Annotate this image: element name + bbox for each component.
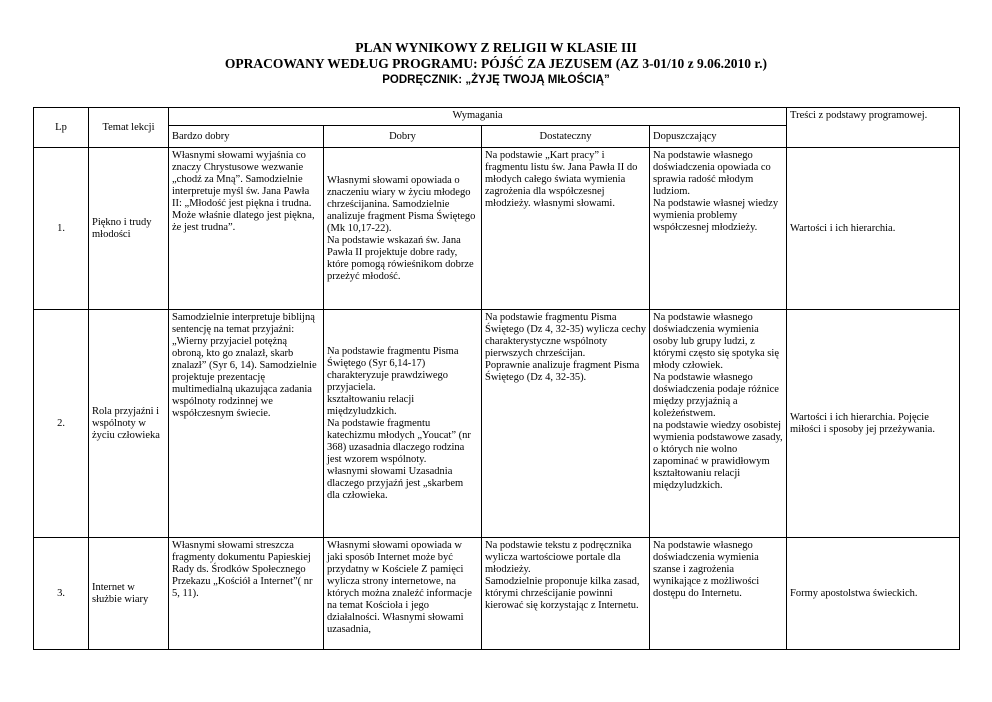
row-curriculum: Formy apostolstwa świeckich. bbox=[787, 538, 960, 650]
document-subtitle: OPRACOWANY WEDŁUG PROGRAMU: PÓJŚĆ ZA JEZUSEM (AZ 3-01/10 z 9.06.2010 r.) bbox=[224, 56, 768, 71]
cell-paragraph: Poprawnie analizuje fragment Pisma Świętego (Dz 4, 32-35). bbox=[485, 360, 640, 383]
row-passing bbox=[650, 148, 787, 310]
cell-paragraph: Na podstawie własnego doświadczenia wymienia osoby lub grupy ludzi, z którymi często się spotyka się młody człowiek. bbox=[653, 312, 779, 371]
row-lp: 1. bbox=[34, 148, 89, 310]
row-topic: Internet w służbie wiary bbox=[89, 538, 169, 650]
row-curriculum: Wartości i ich hierarchia. bbox=[787, 148, 960, 310]
textbook-title: PODRĘCZNIK: „ŻYJĘ TWOJĄ MIŁOŚCIĄ” bbox=[382, 74, 610, 86]
row-curriculum: Wartości i ich hierarchia. Pojęcie miłości i sposoby jej przeżywania. bbox=[787, 310, 960, 538]
row-very-good: Własnymi słowami wyjaśnia co znaczy Chrystusowe wezwanie „chodź za Mną”. Samodzielnie interpretuje myśl św. Jana Pawła II: „Młodość jest piękna i trudna. Może właśnie dlatego jest piękna, że jest trudna”. bbox=[169, 148, 324, 310]
row-passing bbox=[650, 538, 787, 650]
cell-paragraph: Na podstawie własnego doświadczenia opowiada co sprawia radość młodym ludziom. bbox=[653, 150, 771, 197]
row-very-good: Własnymi słowami streszcza fragmenty dokumentu Papieskiej Rady ds. Środków Społecznego Przekazu „Kościół a Internet”( nr 5, 11). bbox=[169, 538, 324, 650]
row-lp: 3. bbox=[34, 538, 89, 650]
cell-paragraph: Na podstawie fragmentu katechizmu młodych „Youcat” (nr 368) uzasadnia dlaczego rodzina jest wzorem wspólnoty. bbox=[327, 417, 471, 465]
cell-paragraph: Na podstawie „Kart pracy” i fragmentu listu św. Jana Pawła II do młodych całego świata wymienia zagrożenia dla współczesnej młodzieży. własnymi słowami. bbox=[485, 150, 638, 209]
header-topic: Temat lekcji bbox=[89, 108, 169, 148]
row-topic: Rola przyjaźni i wspólnoty w życiu człowieka bbox=[89, 310, 169, 538]
cell-paragraph: Samodzielnie proponuje kilka zasad, którymi chrześcijanie powinni kierować się korzystając z Internetu. bbox=[485, 576, 640, 611]
row-good bbox=[324, 310, 482, 538]
table-row bbox=[34, 148, 960, 310]
row-topic: Piękno i trudy młodości bbox=[89, 148, 169, 310]
row-good bbox=[324, 538, 482, 650]
cell-paragraph: własnymi słowami Uzasadnia dlaczego przyjaźń jest „skarbem dla człowieka. bbox=[327, 465, 464, 501]
header-good: Dobry bbox=[324, 126, 482, 148]
cell-paragraph: Na podstawie własnego doświadczenia wymienia szanse i zagrożenia wynikające z możliwości dostępu do Internetu. bbox=[653, 540, 760, 599]
table-row bbox=[34, 538, 960, 650]
table-row bbox=[34, 310, 960, 538]
header-passing: Dopuszczający bbox=[650, 126, 787, 148]
header-lp: Lp bbox=[34, 108, 89, 148]
header-curriculum: Treści z podstawy programowej. bbox=[787, 108, 960, 148]
cell-paragraph: Na podstawie własnej wiedzy wymienia problemy współczesnej młodzieży. bbox=[653, 198, 779, 233]
header-sufficient: Dostateczny bbox=[482, 126, 650, 148]
cell-paragraph: na podstawie wiedzy osobistej wymienia podstawowe zasady, o których nie wolno zapominać w prawidłowym kształtowaniu relacji międzyludzkich. bbox=[653, 420, 783, 491]
row-very-good: Samodzielnie interpretuje biblijną sentencję na temat przyjaźni: „Wierny przyjaciel potężną obroną, kto go znalazł, skarb znalazł” (Syr 6, 14). Samodzielnie projektuje prezentację multimedialną ukazująca zadania wspólnoty rodzinnej we współczesnym świecie. bbox=[169, 310, 324, 538]
document-header bbox=[0, 40, 992, 88]
cell-paragraph: Własnymi słowami opowiada o znaczeniu wiary w życiu młodego chrześcijanina. Samodzielnie analizuje fragment Pisma Świętego (Mk 10,17-22). bbox=[327, 174, 476, 234]
cell-paragraph: Na podstawie tekstu z podręcznika wylicza wartościowe portale dla młodzieży. bbox=[485, 540, 632, 575]
header-very-good: Bardzo dobry bbox=[169, 126, 324, 148]
requirements-table bbox=[33, 107, 960, 650]
cell-paragraph: Na podstawie fragmentu Pisma Świętego (Dz 4, 32-35) wylicza cechy charakterystyczne wspólnoty pierwszych chrześcijan. bbox=[485, 312, 646, 359]
cell-paragraph: Na podstawie wskazań św. Jana Pawła II projektuje dobre rady, które pomogą rówieśnikom dobrze przeżyć młodość. bbox=[327, 234, 474, 282]
row-passing bbox=[650, 310, 787, 538]
row-lp: 2. bbox=[34, 310, 89, 538]
cell-paragraph: kształtowaniu relacji międzyludzkich. bbox=[327, 393, 415, 417]
header-requirements: Wymagania bbox=[169, 108, 787, 126]
document-title: PLAN WYNIKOWY Z RELIGII W KLASIE III bbox=[355, 40, 637, 55]
row-sufficient bbox=[482, 538, 650, 650]
row-sufficient bbox=[482, 310, 650, 538]
cell-paragraph: Własnymi słowami opowiada w jaki sposób Internet może być przydatny w Kościele Z pamięci wylicza strony internetowe, na których można znaleźć informacje na temat Kościoła i jego działalności. Własnymi słowami uzasadnia, bbox=[327, 540, 472, 635]
row-good bbox=[324, 148, 482, 310]
cell-paragraph: Na podstawie fragmentu Pisma Świętego (Syr 6,14-17) charakteryzuje prawdziwego przyjaciela. bbox=[327, 345, 459, 393]
row-sufficient bbox=[482, 148, 650, 310]
cell-paragraph: Na podstawie własnego doświadczenia podaje różnice między przyjaźnią a koleżeństwem. bbox=[653, 372, 779, 419]
